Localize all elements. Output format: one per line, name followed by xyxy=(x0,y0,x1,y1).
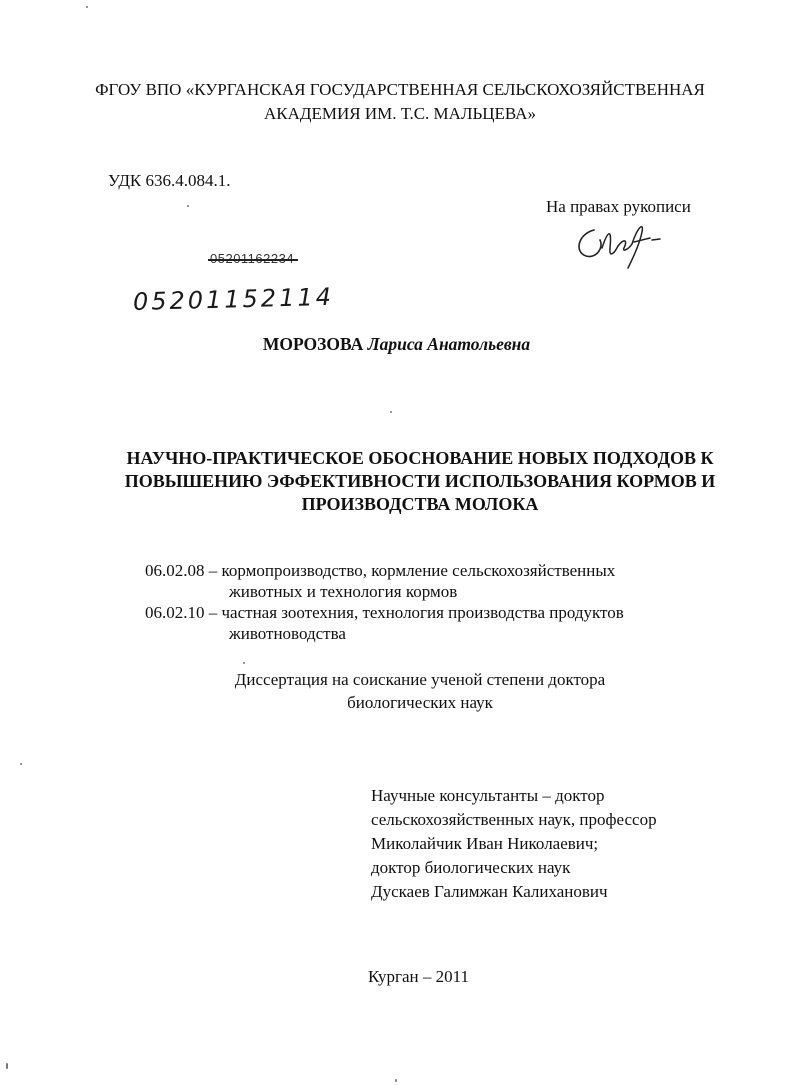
author-given-names: Лариса Анатольевна xyxy=(367,334,531,354)
specialty-line-2: животных и технология кормов xyxy=(229,582,458,601)
old-number-text xyxy=(210,251,294,266)
consultants-line-4: доктор биологических наук xyxy=(371,858,571,877)
udk-code: УДК 636.4.084.1. xyxy=(108,171,231,190)
institution-line-1: ФГОУ ВПО «КУРГАНСКАЯ ГОСУДАРСТВЕННАЯ СЕЛЬСКОХОЗЯЙСТВЕННАЯ xyxy=(95,80,705,99)
institution-name xyxy=(60,78,740,126)
scientific-consultants xyxy=(371,784,657,904)
scan-speck xyxy=(20,763,22,765)
scan-speck xyxy=(395,1079,397,1082)
signature-icon xyxy=(572,218,662,272)
institution-line-2: АКАДЕМИЯ ИМ. Т.С. МАЛЬЦЕВА» xyxy=(264,104,536,123)
degree-line-2: биологических наук xyxy=(347,693,493,712)
title-line-2: ПОВЫШЕНИЮ ЭФФЕКТИВНОСТИ ИСПОЛЬЗОВАНИЯ КОРМОВ И xyxy=(124,471,716,491)
place-and-year: Курган – 2011 xyxy=(367,967,470,986)
specialty-item xyxy=(145,560,705,602)
old-registration-number xyxy=(210,250,294,268)
title-line-1: НАУЧНО-ПРАКТИЧЕСКОЕ ОБОСНОВАНИЕ НОВЫХ ПОДХОДОВ К xyxy=(126,448,714,468)
handwritten-registration-number: 05201152114 xyxy=(132,282,335,316)
specialty-line-1: 06.02.10 – частная зоотехния, технология производства продуктов xyxy=(145,603,624,622)
consultants-line-5: Дускаев Галимжан Калиханович xyxy=(371,882,608,901)
scan-speck xyxy=(6,1063,8,1069)
specialty-item xyxy=(145,602,705,644)
manuscript-rights-note: На правах рукописи xyxy=(546,197,691,216)
scan-speck xyxy=(243,662,245,664)
author-name xyxy=(0,334,793,355)
dissertation-title xyxy=(80,447,760,516)
consultants-line-3: Миколайчик Иван Николаевич; xyxy=(371,834,599,853)
author-surname: МОРОЗОВА xyxy=(262,334,364,354)
degree-statement xyxy=(100,668,740,714)
title-line-3: ПРОИЗВОДСТВА МОЛОКА xyxy=(301,494,539,514)
scan-speck xyxy=(187,205,189,207)
consultants-line-1: Научные консультанты – доктор xyxy=(371,786,605,805)
strikethrough-line xyxy=(208,259,298,261)
specialty-line-2: животноводства xyxy=(229,624,346,643)
degree-line-1: Диссертация на соискание ученой степени доктора xyxy=(234,670,606,689)
scan-speck xyxy=(390,411,392,413)
scan-speck xyxy=(86,6,88,8)
specialty-line-1: 06.02.08 – кормопроизводство, кормление сельскохозяйственных xyxy=(145,561,616,580)
consultants-line-2: сельскохозяйственных наук, профессор xyxy=(371,810,657,829)
